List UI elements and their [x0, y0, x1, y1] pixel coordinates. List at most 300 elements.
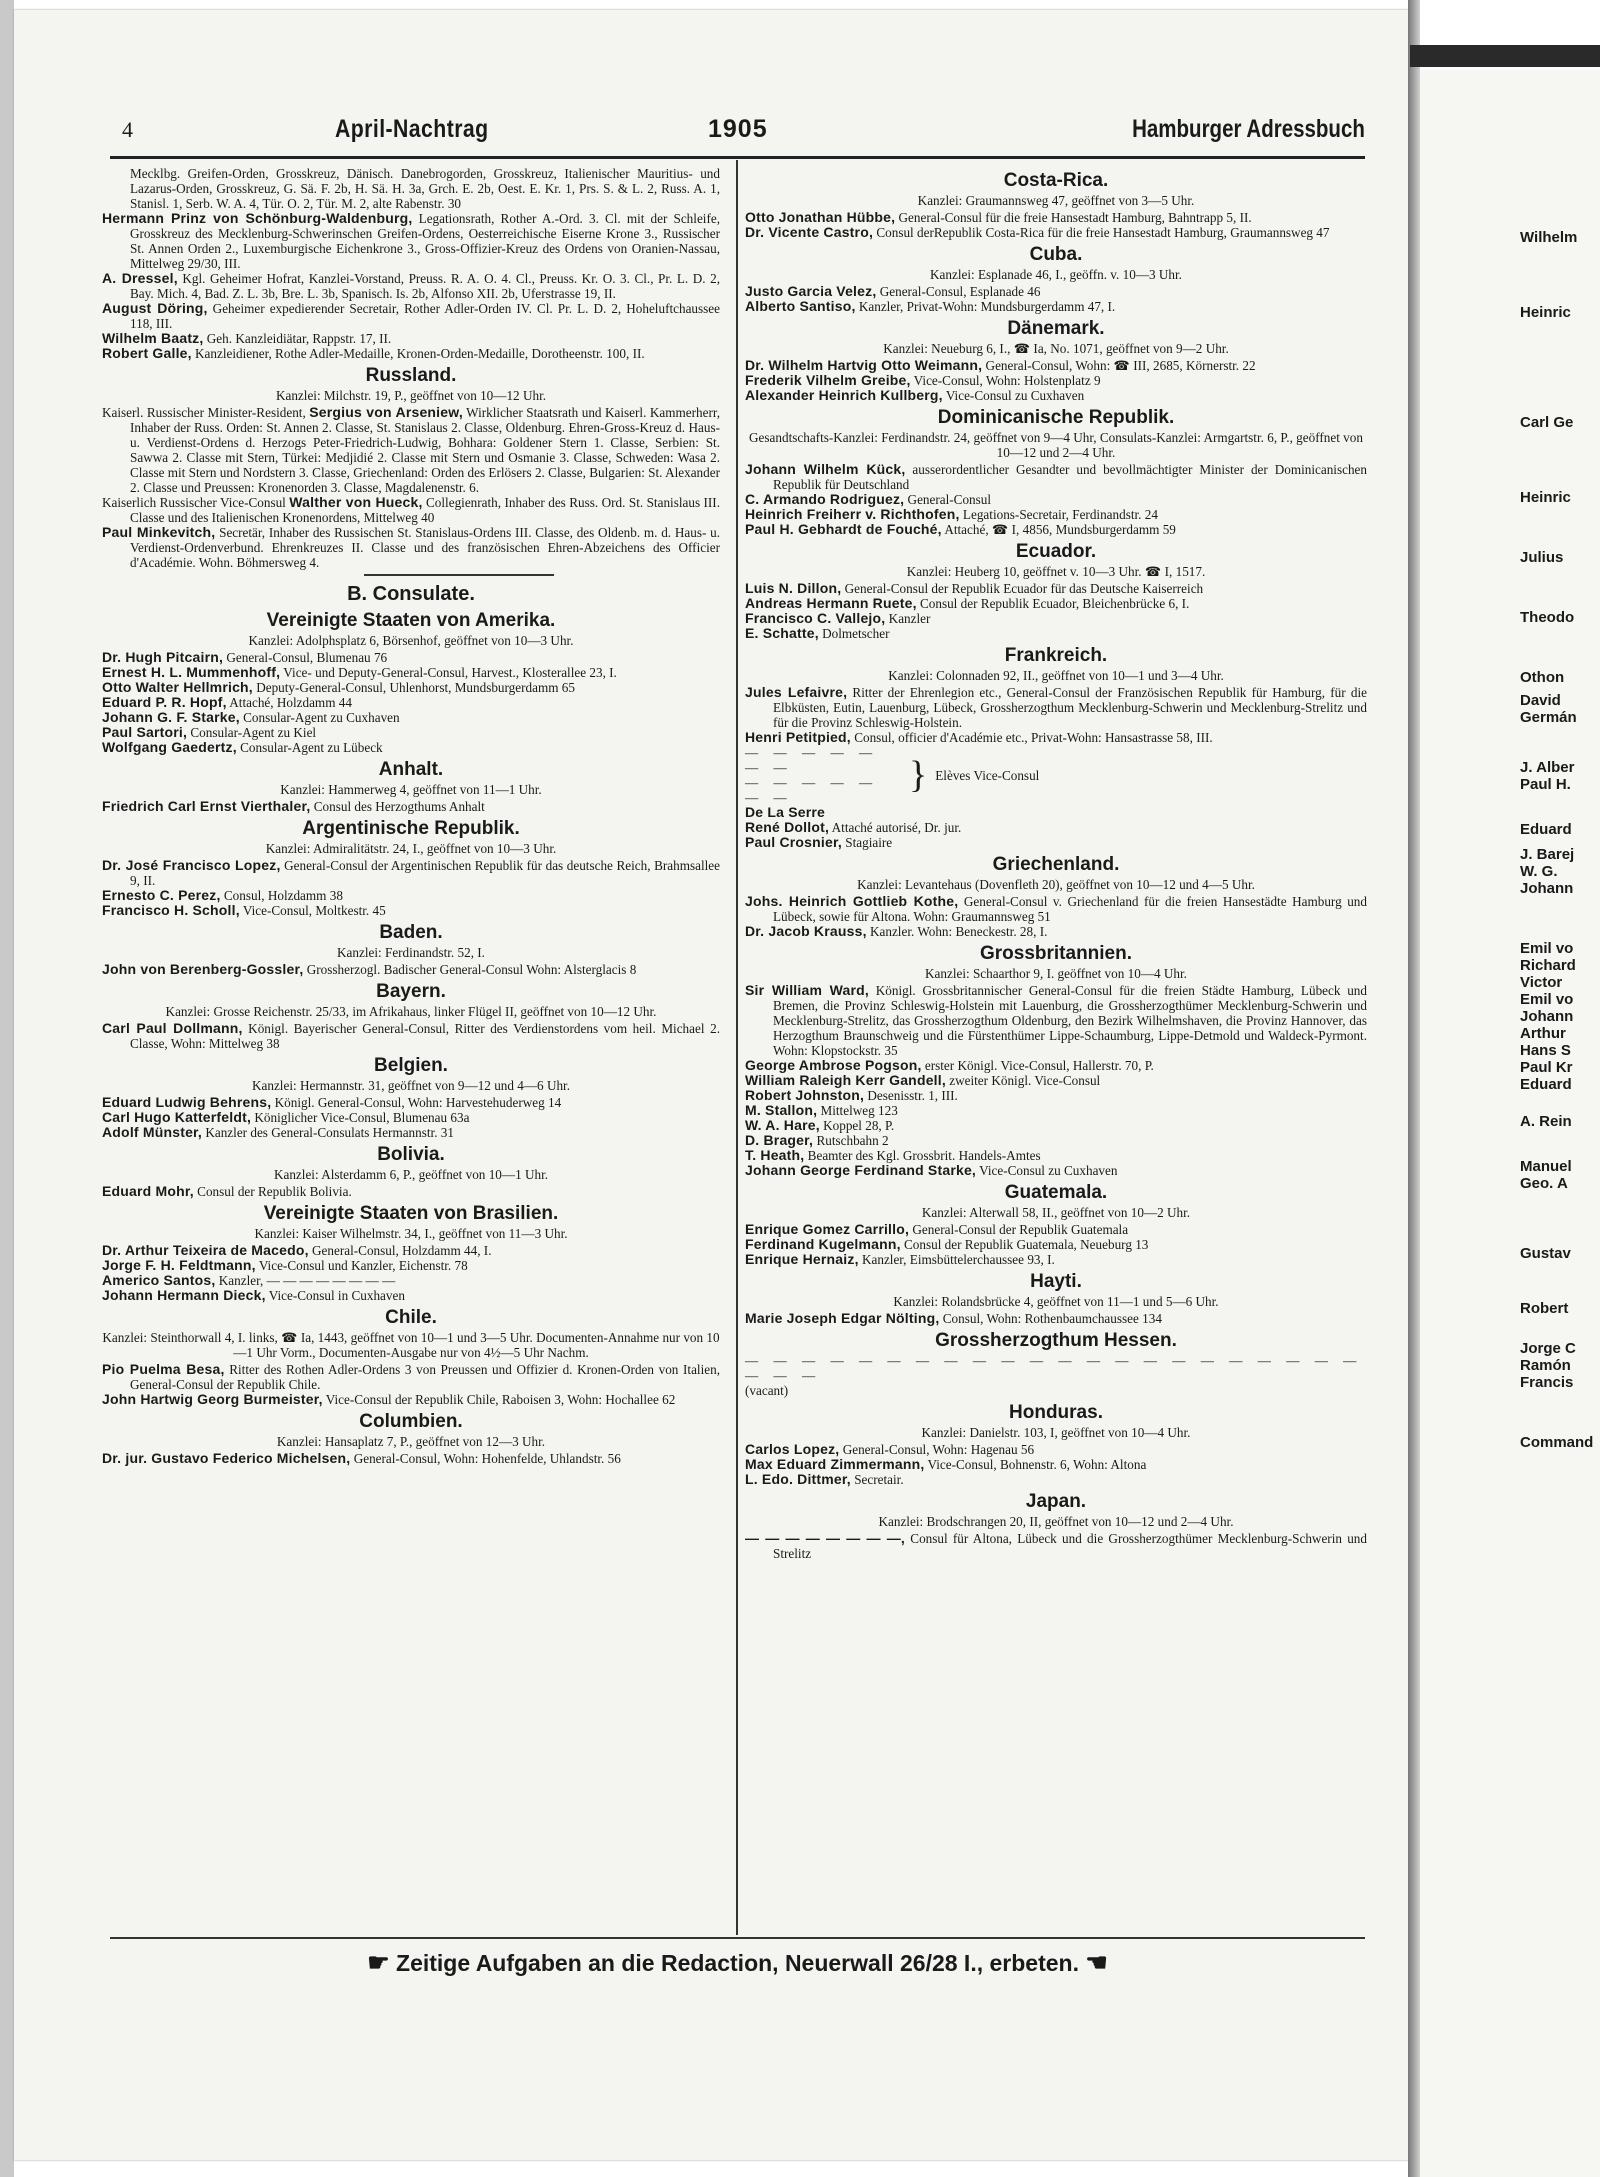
right-column — [745, 166, 1367, 1561]
entry-details: General-Consul, Holzdamm 44, I. — [308, 1243, 492, 1258]
entry-details: Consul für Altona, Lübeck und die Grossherzogthümer Mecklenburg-Schwerin und Strelitz — [773, 1531, 1367, 1561]
entry-name: Robert Johnston, — [745, 1087, 865, 1103]
next-page-strip — [1420, 70, 1600, 2177]
section-title: Argentinische Republik. — [302, 818, 520, 839]
entry-name: W. A. Hare, — [745, 1117, 820, 1133]
entry-details: Geheimer expedierender Secretair, Rother Adler-Orden IV. Cl. Pr. L. D. 2, Hoheluftchaussee 118, III. — [130, 301, 720, 331]
entry-details: Beamter des Kgl. Grossbrit. Handels-Amtes — [804, 1148, 1041, 1163]
directory-entry — [745, 210, 1367, 225]
section-title: Anhalt. — [378, 759, 444, 780]
section-title: Bolivia. — [377, 1144, 445, 1165]
section-title: Columbien. — [359, 1411, 463, 1432]
header-right-title: Hamburger Adressbuch — [1132, 115, 1365, 143]
directory-entry — [102, 1021, 720, 1051]
entry-details: General-Consul der Argentinischen Republik für das deutsche Reich, Brahmsallee 9, II. — [130, 858, 720, 888]
next-page-fragments — [1520, 230, 1600, 2177]
entry-details: Vice-Consul der Republik Chile, Raboisen 3, Wohn: Hochallee 62 — [322, 1392, 676, 1407]
next-page-fragment: A. Rein — [1520, 1113, 1572, 1130]
office-info: Kanzlei: Esplanade 46, I., geöffn. v. 10—3 Uhr. — [930, 267, 1182, 282]
directory-entry — [745, 835, 1367, 850]
entry-details: Consul der Republik Guatemala, Neueburg 13 — [900, 1237, 1149, 1252]
directory-entry — [102, 1095, 720, 1110]
section-separator — [364, 574, 554, 576]
entry-name: Marie Joseph Edgar Nölting, — [745, 1310, 940, 1326]
entry-details: General-Consul, Esplanade 46 — [876, 284, 1041, 299]
entry-name: Enrique Gomez Carrillo, — [745, 1221, 910, 1237]
entry-details: Vice-Consul, Moltkestr. 45 — [239, 903, 386, 918]
directory-entry — [745, 284, 1367, 299]
directory-entry — [745, 1088, 1367, 1103]
entry-name: Carl Paul Dollmann, — [102, 1020, 243, 1036]
eleves-label: Elèves Vice-Consul — [935, 767, 1040, 783]
directory-entry — [745, 805, 1367, 820]
entry-name: Sergius von Arseniew, — [309, 404, 463, 420]
entry-details: Legationsrath, Rother A.-Ord. 3. Cl. mit der Schleife, Grosskreuz des Mecklenburg-Schwerinschen Greifen-Ordens, Oesterreichische Eiserne Krone 3., Russischer St. Annen Orden 2., Luxemburgische Eichenkrone 3., Gross-Offizier-Kreuz des Ordens von Oranien-Nassau, Mittelweg 29/30, III. — [130, 211, 720, 271]
directory-entry — [745, 685, 1367, 730]
entry-details: Königl. Grossbritannischer General-Consul für die freien Städte Hamburg, Lübeck und Bremen, die Provinz Schleswig-Holstein mit Lauenburg, die Grossherzogthümer Mecklenburg-Schwerin und Mecklenburg-Strelitz, das Grossherzogthum Oldenburg, den Bezirk Wilhelmshaven, die Provinz Hannover, das Herzogthum Braunschweig und die Fürstenthümer Lippe-Schaumburg, Lippe-Detmold und Waldeck-Pyrmont. Wohn: Klopstockstr. 35 — [773, 983, 1367, 1058]
entry-details: Vice-Consul, Bohnenstr. 6, Wohn: Altona — [924, 1457, 1147, 1472]
consulate-title: B. Consulate. — [347, 583, 475, 605]
entry-name: Francisco C. Vallejo, — [745, 610, 886, 626]
office-info: Kanzlei: Kaiser Wilhelmstr. 34, I., geöffnet von 11—3 Uhr. — [254, 1226, 568, 1241]
entry-details: Mittelweg 123 — [817, 1103, 898, 1118]
directory-entry — [102, 695, 720, 710]
next-page-fragment: Emil vo — [1520, 991, 1574, 1008]
entry-name: Heinrich Freiherr v. Richthofen, — [745, 506, 960, 522]
entry-name: Johs. Heinrich Gottlieb Kothe, — [745, 893, 959, 909]
entry-name: William Raleigh Kerr Gandell, — [745, 1072, 946, 1088]
office-info: Kanzlei: Danielstr. 103, I, geöffnet von 10—4 Uhr. — [921, 1425, 1191, 1440]
entry-name: Henri Petitpied, — [745, 729, 851, 745]
entry-prefix: Kaiserlich Russischer Vice-Consul — [102, 495, 290, 510]
entry-name: Paul Crosnier, — [745, 834, 842, 850]
entry-details: Consul derRepublik Costa-Rica für die freie Hansestadt Hamburg, Graumannsweg 47 — [873, 225, 1330, 240]
entry-details: Rutschbahn 2 — [813, 1133, 889, 1148]
directory-entry — [102, 858, 720, 888]
directory-entry — [102, 1243, 720, 1258]
entry-details: General-Consul für die freie Hansestadt Hamburg, Bahntrapp 5, II. — [895, 210, 1252, 225]
office-info: Kanzlei: Hermannstr. 31, geöffnet von 9—12 und 4—6 Uhr. — [251, 1078, 571, 1093]
office-info: Gesandtschafts-Kanzlei: Ferdinandstr. 24, geöffnet von 9—4 Uhr, Consulats-Kanzlei: Armgartstr. 6, P., geöffnet von 10—12 und 2—4 Uhr. — [749, 430, 1363, 460]
section-title: Griechenland. — [992, 854, 1120, 875]
entry-name: Eduard P. R. Hopf, — [102, 694, 227, 710]
entry-name: Adolf Münster, — [102, 1124, 203, 1140]
directory-entry — [102, 1451, 720, 1466]
section-title: Honduras. — [1009, 1402, 1103, 1423]
entry-details: ausserordentlicher Gesandter und bevollmächtigter Minister der Dominicanischen Republik für Deutschland — [773, 462, 1367, 492]
entry-name: Johann George Ferdinand Starke, — [745, 1162, 977, 1178]
office-info: Kanzlei: Levantehaus (Dovenfleth 20), geöffnet von 10—12 und 4—5 Uhr. — [857, 877, 1255, 892]
directory-entry — [102, 1362, 720, 1392]
next-page-fragment: Paul Kr — [1520, 1059, 1573, 1076]
entry-details: Vice-Consul in Cuxhaven — [265, 1288, 405, 1303]
directory-entry — [102, 346, 720, 361]
entry-details: Kanzler, Eimsbüttelerchaussee 93, I. — [858, 1252, 1055, 1267]
page-gutter — [1408, 0, 1420, 2177]
directory-entry — [745, 1222, 1367, 1237]
directory-entry — [745, 507, 1367, 522]
entry-details: Stagiaire — [841, 835, 893, 850]
header-year: 1905 — [708, 115, 768, 143]
entry-name: Dr. Jacob Krauss, — [745, 923, 867, 939]
entry-name: Ernest H. L. Mummenhoff, — [102, 664, 281, 680]
next-page-fragment: Wilhelm — [1520, 229, 1578, 246]
directory-entry — [102, 1392, 720, 1407]
directory-entry — [102, 665, 720, 680]
directory-entry — [745, 1133, 1367, 1148]
directory-entry — [102, 962, 720, 977]
directory-entry — [102, 331, 720, 346]
section-title: Cuba. — [1029, 244, 1083, 265]
next-page-fragment: Ramón — [1520, 1357, 1571, 1374]
directory-entry — [102, 903, 720, 918]
office-info: Kanzlei: Alsterdamm 6, P., geöffnet von 10—1 Uhr. — [273, 1167, 549, 1182]
office-info: Kanzlei: Neueburg 6, I., ☎ Ia, No. 1071, geöffnet von 9—2 Uhr. — [883, 341, 1229, 356]
column-divider — [736, 160, 738, 1935]
office-info: Kanzlei: Steinthorwall 4, I. links, ☎ Ia, 1443, geöffnet von 10—1 und 3—5 Uhr. Documenten-Annahme nur von 10—1 Uhr Vorm., Documenten-Ausgabe nur von 4½—5 Uhr Nachm. — [102, 1330, 720, 1360]
entry-name: E. Schatte, — [745, 625, 819, 641]
header-left-title: April-Nachtrag — [335, 115, 489, 143]
next-page-fragment: Manuel — [1520, 1158, 1572, 1175]
entry-name: C. Armando Rodriguez, — [745, 491, 905, 507]
dash-line: — — — — — — — — [745, 745, 879, 775]
office-info: Kanzlei: Rolandsbrücke 4, geöffnet von 11—1 und 5—6 Uhr. — [893, 1294, 1219, 1309]
next-page-fragment: J. Alber — [1520, 759, 1575, 776]
entry-details: Vice-Consul, Wohn: Holstenplatz 9 — [910, 373, 1101, 388]
entry-name: Dr. Vicente Castro, — [745, 224, 874, 240]
entry-name: D. Brager, — [745, 1132, 814, 1148]
entry-details: Attaché, ☎ I, 4856, Mundsburgerdamm 59 — [941, 522, 1176, 537]
entry-details: Kanzler des General-Consulats Hermannstr. 31 — [202, 1125, 454, 1140]
directory-entry — [102, 799, 720, 814]
directory-entry — [102, 1258, 720, 1273]
directory-entry — [745, 626, 1367, 641]
scan-edge — [0, 0, 14, 2177]
page-number: 4 — [122, 117, 133, 142]
office-info: Kanzlei: Admiralitätstr. 24, I., geöffnet von 10—3 Uhr. — [265, 841, 557, 856]
left-column — [102, 166, 720, 1466]
directory-entry — [102, 525, 720, 570]
directory-entry — [745, 611, 1367, 626]
office-info: Kanzlei: Milchstr. 19, P., geöffnet von 10—12 Uhr. — [275, 388, 547, 403]
next-page-fragment: Emil vo — [1520, 940, 1574, 957]
continued-text: Mecklbg. Greifen-Orden, Grosskreuz, Dänisch. Danebrogorden, Grosskreuz, Italienischer Mauritius- und Lazarus-Orden, Grosskreuz, G. Sä. F. 2b, H. Sä. H. 3a, Grch. E. 2b, Oest. E. Kr. 1, Prs. S. & L. 2, Russ. A. 1, Stanisl. 1, Serb. W. A. 4, Tür. O. 2, Tür. M. 2, alte Rabenstr. 30 — [130, 166, 720, 211]
entry-name: Eduard Mohr, — [102, 1183, 194, 1199]
office-info: Kanzlei: Colonnaden 92, II., geöffnet von 10—1 und 3—4 Uhr. — [888, 668, 1224, 683]
section-title: Belgien. — [374, 1055, 448, 1076]
directory-entry — [745, 522, 1367, 537]
dash-line: — — — — — — — — [745, 775, 879, 805]
directory-entry — [102, 725, 720, 740]
entry-details: Kanzler, — — — — — — — — — [215, 1273, 396, 1288]
next-page-fragment: Jorge C — [1520, 1340, 1576, 1357]
next-page-fragment: Johann — [1520, 880, 1574, 897]
entry-name: Enrique Hernaiz, — [745, 1251, 859, 1267]
entry-details: Attaché, Holzdamm 44 — [226, 695, 352, 710]
entry-details: Ritter der Ehrenlegion etc., General-Consul der Französischen Republik für Hamburg, für die Elbküsten, Eutin, Lauenburg, Lübeck, Grossherzogthum Mecklenburg-Schwerin und Mecklenburg-Strelitz und für die Provinz Schleswig-Holstein. — [773, 685, 1367, 730]
directory-entry — [745, 1148, 1367, 1163]
next-page-fragment: W. G. — [1520, 863, 1558, 880]
entry-name: René Dollot, — [745, 819, 830, 835]
eleves-dash-lines — [745, 745, 905, 805]
section-title: Costa-Rica. — [1003, 170, 1109, 191]
entry-name: Paul Minkevitch, — [102, 524, 216, 540]
entry-details: Consul des Herzogthums Anhalt — [310, 799, 485, 814]
entry-details: Grossherzogl. Badischer General-Consul Wohn: Alsterglacis 8 — [303, 962, 637, 977]
next-page-fragment: Carl Ge — [1520, 414, 1574, 431]
directory-entry — [745, 730, 1367, 745]
entry-details: General-Consul der Republik Guatemala — [909, 1222, 1129, 1237]
header-rule — [110, 156, 1365, 159]
directory-entry — [745, 1163, 1367, 1178]
directory-entry — [102, 888, 720, 903]
pointing-hand-left-icon: ☛ — [367, 1949, 390, 1977]
directory-entry — [102, 1110, 720, 1125]
entry-name: Ernesto C. Perez, — [102, 887, 221, 903]
eleves-group — [745, 745, 1367, 805]
entry-name: Alexander Heinrich Kullberg, — [745, 387, 943, 403]
entry-details: Consular-Agent zu Lübeck — [236, 740, 383, 755]
next-page-fragment: Richard — [1520, 957, 1576, 974]
entry-details: Consul, officier d'Académie etc., Privat-Wohn: Hansastrasse 58, III. — [850, 730, 1213, 745]
entry-name: Andreas Hermann Ruete, — [745, 595, 917, 611]
entry-name: Dr. jur. Gustavo Federico Michelsen, — [102, 1450, 351, 1466]
directory-entry — [745, 596, 1367, 611]
office-info: Kanzlei: Hansaplatz 7, P., geöffnet von 12—3 Uhr. — [276, 1434, 546, 1449]
vacant-note: (vacant) — [745, 1383, 789, 1398]
entry-details: Ritter des Rothen Adler-Ordens 3 von Preussen und Offizier d. Kronen-Orden von Italien, General-Consul der Republik Chile. — [130, 1362, 720, 1392]
entry-details: Consular-Agent zu Cuxhaven — [239, 710, 400, 725]
section-title: Grossherzogthum Hessen. — [935, 1330, 1177, 1351]
directory-entry — [102, 405, 720, 495]
entry-details: Dolmetscher — [818, 626, 890, 641]
entry-details: Wirklicher Staatsrath und Kaiserl. Kammerherr, Inhaber der Russ. Orden: St. Annen 2. Classe, St. Stanislaus 2. Classe, Oldenburg. Ehren-Gross-Kreuz d. Haus- u. Verdienst-Ordens d. Herzogs Peter-Friedrich-Ludwig, Bohhara: Goldener Stern 1. Classe, Serbien: St. Sawwa 2. Classe mit Stern, Türkei: Medjidié 2. Classe mit Stern und Osmanie 3. Classe, Schweden: Wasa 2. Classe mit Stern und Nordstern 3. Classe, Griechenland: Orden des Erlösers 2. Classe, Bulgarien: St. Alexander 2. Classe und Preussen: Kronenorden 3. Classe, Magdalenenstr. 6. — [130, 405, 720, 495]
section-title: Japan. — [1025, 1491, 1087, 1512]
brace-icon: } — [909, 754, 928, 796]
entry-details: erster Königl. Vice-Consul, Hallerstr. 70, P. — [921, 1058, 1154, 1073]
vacant-dash-line: — — — — — — — — — — — — — — — — — — — — — — — — — — [745, 1353, 1363, 1383]
directory-entry — [745, 924, 1367, 939]
next-page-fragment: Hans S — [1520, 1042, 1571, 1059]
section-title: Dänemark. — [1007, 318, 1105, 339]
entry-details: zweiter Königl. Vice-Consul — [945, 1073, 1101, 1088]
entry-details: Vice-Consul und Kanzler, Eichenstr. 78 — [255, 1258, 468, 1273]
office-info: Kanzlei: Alterwall 58, II., geöffnet von 10—2 Uhr. — [921, 1205, 1191, 1220]
entry-details: Secretär, Inhaber des Russischen St. Stanislaus-Ordens III. Classe, des Oldenb. m. d. Haus- u. Verdienst-Ordenverbund. Ehrenkreuzes II. Classe und des französischen Ehren-Abzeichens des Officier d'Académie. Wohn. Böhmersweg 4. — [130, 525, 720, 570]
entry-name: Robert Galle, — [102, 345, 192, 361]
entry-details: Königl. General-Consul, Wohn: Harvestehuderweg 14 — [271, 1095, 562, 1110]
entry-details: Deputy-General-Consul, Uhlenhorst, Mundsburgerdamm 65 — [252, 680, 575, 695]
section-title: Baden. — [379, 922, 443, 943]
directory-entry — [745, 492, 1367, 507]
next-page-fragment: Germán — [1520, 709, 1577, 726]
section-title: Russland. — [365, 365, 457, 386]
entry-prefix: Kaiserl. Russischer Minister-Resident, — [102, 405, 310, 420]
entry-name: John von Berenberg-Gossler, — [102, 961, 304, 977]
entry-details: General-Consul, Blumenau 76 — [223, 650, 388, 665]
directory-entry — [745, 299, 1367, 314]
entry-name: De La Serre — [745, 804, 826, 820]
directory-entry — [745, 983, 1367, 1058]
section-title: Grossbritannien. — [979, 943, 1133, 964]
section-title: Guatemala. — [1004, 1182, 1108, 1203]
section-title: Frankreich. — [1004, 645, 1108, 666]
section-title: Chile. — [385, 1307, 437, 1328]
directory-entry — [102, 211, 720, 271]
entry-name: Hermann Prinz von Schönburg-Waldenburg, — [102, 210, 413, 226]
next-page-fragment: Eduard — [1520, 821, 1572, 838]
directory-entry — [745, 1073, 1367, 1088]
office-info: Kanzlei: Hammerweg 4, geöffnet von 11—1 Uhr. — [280, 782, 542, 797]
entry-details: Koppel 28, P. — [819, 1118, 895, 1133]
directory-entry — [745, 1237, 1367, 1252]
page-header — [110, 112, 1365, 150]
office-info: Kanzlei: Heuberg 10, geöffnet v. 10—3 Uhr. ☎ I, 1517. — [906, 564, 1206, 579]
entry-details: Kanzler. Wohn: Beneckestr. 28, I. — [866, 924, 1048, 939]
scan-bar — [1410, 45, 1600, 67]
directory-entry — [745, 820, 1367, 835]
next-page-fragment: Theodo — [1520, 609, 1575, 626]
next-page-fragment: Paul H. — [1520, 776, 1571, 793]
entry-details: General-Consul, Wohn: Hohenfelde, Uhlandstr. 56 — [350, 1451, 621, 1466]
directory-entry — [102, 1125, 720, 1140]
entry-name: Francisco H. Scholl, — [102, 902, 240, 918]
section-title: Hayti. — [1030, 1271, 1082, 1292]
entry-name: Walther von Hueck, — [289, 494, 423, 510]
entry-details: Kanzler, Privat-Wohn: Mundsburgerdamm 47, I. — [855, 299, 1116, 314]
office-info: Kanzlei: Adolphsplatz 6, Börsenhof, geöffnet von 10—3 Uhr. — [248, 633, 574, 648]
entry-details: Desenisstr. 1, III. — [864, 1088, 958, 1103]
office-info: Kanzlei: Brodschrangen 20, II, geöffnet von 10—12 und 2—4 Uhr. — [878, 1514, 1234, 1529]
page-footer — [110, 1948, 1365, 1978]
entry-name: Max Eduard Zimmermann, — [745, 1456, 925, 1472]
directory-entry — [745, 358, 1367, 373]
entry-name: Friedrich Carl Ernst Vierthaler, — [102, 798, 311, 814]
entry-details: Consul, Holzdamm 38 — [220, 888, 343, 903]
entry-details: General-Consul, Wohn: ☎ III, 2685, Körnerstr. 22 — [982, 358, 1256, 373]
next-page-fragment: Francis — [1520, 1374, 1574, 1391]
entry-details: Kanzleidiener, Rothe Adler-Medaille, Kronen-Orden-Medaille, Dorotheenstr. 100, II. — [191, 346, 645, 361]
entry-name: John Hartwig Georg Burmeister, — [102, 1391, 323, 1407]
entry-details: General-Consul — [904, 492, 992, 507]
section-title: Bayern. — [376, 981, 446, 1002]
directory-entry — [745, 1252, 1367, 1267]
entry-name: Carlos Lopez, — [745, 1441, 840, 1457]
section-title: Ecuador. — [1015, 541, 1097, 562]
pointing-hand-right-icon: ☚ — [1085, 1949, 1108, 1977]
footer-text: Zeitige Aufgaben an die Redaction, Neuerwall 26/28 I., erbeten. — [396, 1950, 1079, 1976]
entry-name: Alberto Santiso, — [745, 298, 856, 314]
section-title: Vereinigte Staaten von Amerika. — [266, 610, 556, 631]
entry-name: Carl Hugo Katterfeldt, — [102, 1109, 252, 1125]
directory-entry — [102, 1288, 720, 1303]
directory-entry — [745, 581, 1367, 596]
entry-name: Dr. Arthur Teixeira de Macedo, — [102, 1242, 309, 1258]
next-page-fragment: Geo. A — [1520, 1175, 1568, 1192]
entry-details: Kgl. Geheimer Hofrat, Kanzlei-Vorstand, Preuss. R. A. O. 4. Cl., Preuss. Kr. O. 3. Cl., Pr. L. D. 2, Bay. Mich. 4, Bad. Z. L. 3b, Bre. L. 3b, Spanisch. Is. 2b, Alfonso XII. 2b, Uferstrasse 19, II. — [130, 271, 720, 301]
entry-name: Ferdinand Kugelmann, — [745, 1236, 901, 1252]
next-page-fragment: Arthur — [1520, 1025, 1566, 1042]
entry-name: L. Edo. Dittmer, — [745, 1471, 851, 1487]
next-page-fragment: Gustav — [1520, 1245, 1571, 1262]
entry-name: Otto Walter Hellmrich, — [102, 679, 253, 695]
directory-entry — [745, 1472, 1367, 1487]
entry-name: Paul H. Gebhardt de Fouché, — [745, 521, 942, 537]
next-page-fragment: Robert — [1520, 1300, 1569, 1317]
entry-details: Königl. Bayerischer General-Consul, Ritter des Verdienstordens vom heil. Michael 2. Classe, Wohn: Mittelweg 38 — [130, 1021, 720, 1051]
entry-name: August Döring, — [102, 300, 208, 316]
next-page-fragment: Othon — [1520, 669, 1565, 686]
next-page-fragment: Command — [1520, 1434, 1594, 1451]
directory-entry — [102, 740, 720, 755]
next-page-fragment: David — [1520, 692, 1561, 709]
entry-name: Johann Hermann Dieck, — [102, 1287, 266, 1303]
entry-name: — — — — — — — —, — [745, 1530, 906, 1546]
entry-details: Consul der Republik Ecuador, Bleichenbrücke 6, I. — [916, 596, 1190, 611]
entry-details: Legations-Secretair, Ferdinandstr. 24 — [959, 507, 1158, 522]
office-info: Kanzlei: Schaarthor 9, I. geöffnet von 10—4 Uhr. — [925, 966, 1187, 981]
entry-name: Johann Wilhelm Kück, — [745, 461, 906, 477]
directory-entry — [102, 650, 720, 665]
directory-entry — [102, 271, 720, 301]
directory-entry — [745, 1311, 1367, 1326]
entry-name: Jules Lefaivre, — [745, 684, 848, 700]
section-title: Dominicanische Republik. — [937, 407, 1175, 428]
entry-details: General-Consul v. Griechenland für die freien Hansestädte Hamburg und Lübeck, sowie für Altona. Wohn: Graumannsweg 51 — [773, 894, 1367, 924]
directory-entry — [102, 680, 720, 695]
entry-name: Dr. Hugh Pitcairn, — [102, 649, 224, 665]
next-page-fragment: Julius — [1520, 549, 1564, 566]
entry-details: Geh. Kanzleidiätar, Rappstr. 17, II. — [203, 331, 392, 346]
directory-entry — [745, 1103, 1367, 1118]
entry-name: Luis N. Dillon, — [745, 580, 842, 596]
next-page-fragment: Heinric — [1520, 304, 1571, 321]
entry-name: Eduard Ludwig Behrens, — [102, 1094, 272, 1110]
entry-details: General-Consul, Wohn: Hagenau 56 — [839, 1442, 1035, 1457]
entry-name: A. Dressel, — [102, 270, 178, 286]
directory-entry — [745, 1442, 1367, 1457]
directory-entry — [745, 1457, 1367, 1472]
next-page-fragment: J. Barej — [1520, 846, 1575, 863]
directory-entry — [745, 1058, 1367, 1073]
entry-name: Dr. José Francisco Lopez, — [102, 857, 281, 873]
entry-name: Americo Santos, — [102, 1272, 216, 1288]
entry-details: Kanzler — [885, 611, 931, 626]
directory-entry — [745, 225, 1367, 240]
entry-name: Frederik Vilhelm Greibe, — [745, 372, 911, 388]
entry-name: Jorge F. H. Feldtmann, — [102, 1257, 256, 1273]
entry-details: Consul, Wohn: Rothenbaumchaussee 134 — [939, 1311, 1162, 1326]
next-page-fragment: Johann — [1520, 1008, 1574, 1025]
directory-entry — [102, 495, 720, 525]
entry-details: Consul der Republik Bolivia. — [193, 1184, 352, 1199]
entry-name: Dr. Wilhelm Hartvig Otto Weimann, — [745, 357, 983, 373]
directory-entry — [745, 388, 1367, 403]
directory-entry — [745, 894, 1367, 924]
directory-entry — [745, 1118, 1367, 1133]
next-page-fragment: Heinric — [1520, 489, 1571, 506]
entry-details: Vice- und Deputy-General-Consul, Harvest., Klosterallee 23, I. — [280, 665, 617, 680]
entry-details: Königlicher Vice-Consul, Blumenau 63a — [251, 1110, 470, 1125]
entry-name: M. Stallon, — [745, 1102, 818, 1118]
entry-name: Paul Sartori, — [102, 724, 188, 740]
entry-name: Otto Jonathan Hübbe, — [745, 209, 896, 225]
entry-details: Collegienrath, Inhaber des Russ. Ord. St. Stanislaus III. Classe und des Italienischen Kronenordens, Mittelweg 40 — [130, 495, 720, 525]
directory-entry — [102, 1184, 720, 1199]
directory-entry — [102, 1273, 720, 1288]
entry-name: George Ambrose Pogson, — [745, 1057, 922, 1073]
directory-entry — [745, 373, 1367, 388]
